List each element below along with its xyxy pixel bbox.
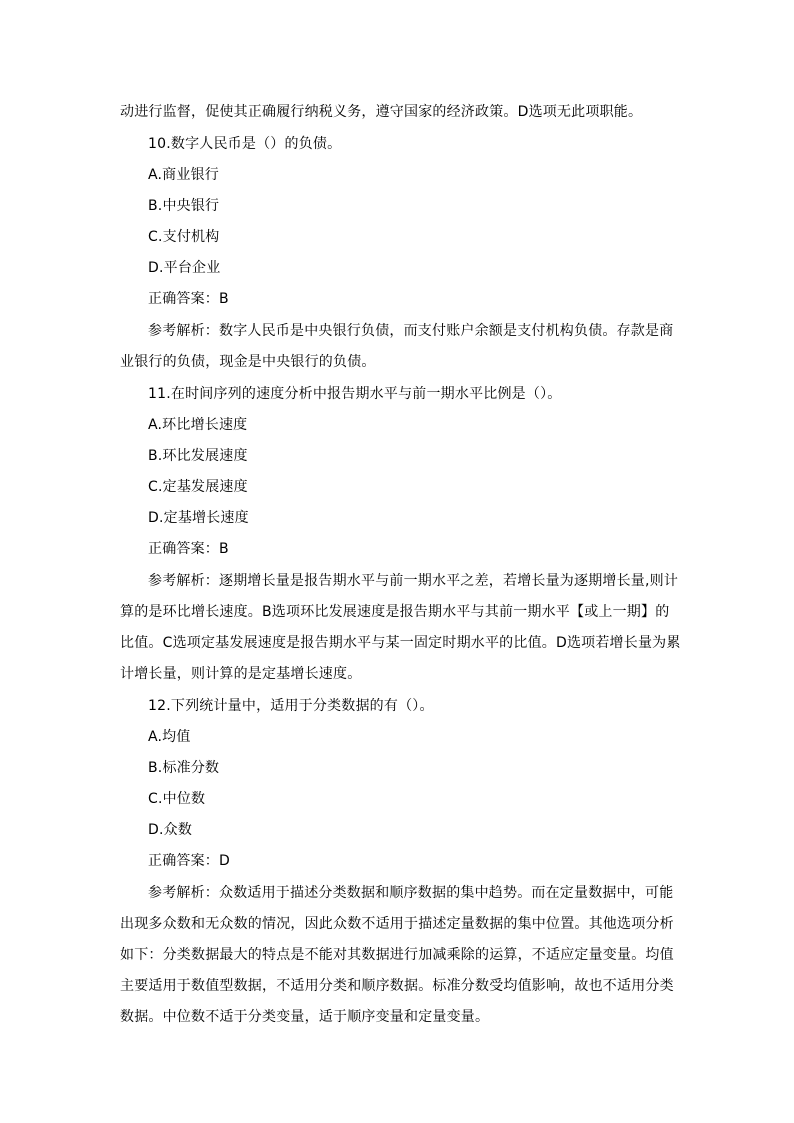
q11-analysis-line-2: 算的是环比增长速度。B选项环比发展速度是报告期水平与其前一期水平【或上一期】的 [120,604,670,620]
q12-option-c: C.中位数 [148,791,206,807]
q10-option-d: D.平台企业 [148,260,221,276]
q10-option-b: B.中央银行 [148,198,220,214]
q12-option-a: A.均值 [148,729,191,745]
q10-analysis-line-2: 业银行的负债，现金是中央银行的负债。 [120,354,376,370]
q12-analysis-line-3: 如下：分类数据最大的特点是不能对其数据进行加减乘除的运算，不适应定量变量。均值 [120,947,674,963]
q10-option-c: C.支付机构 [148,229,220,245]
q11-analysis-line-1: 参考解析：逐期增长量是报告期水平与前一期水平之差，若增长量为逐期增长量,则计 [148,573,679,589]
q10-answer: 正确答案：B [148,291,229,307]
q11-answer: 正确答案：B [148,541,229,557]
question-12: 12.下列统计量中，适用于分类数据的有（）。 [148,698,434,714]
q10-analysis-line-1: 参考解析：数字人民币是中央银行负债，而支付账户余额是支付机构负债。存款是商 [148,323,674,339]
q12-analysis-line-1: 参考解析：众数适用于描述分类数据和顺序数据的集中趋势。而在定量数据中，可能 [148,885,674,901]
q11-option-b: B.环比发展速度 [148,448,248,464]
q11-option-c: C.定基发展速度 [148,479,248,495]
intro-line: 动进行监督，促使其正确履行纳税义务，遵守国家的经济政策。D选项无此项职能。 [120,104,643,120]
q12-answer: 正确答案：D [148,853,230,869]
question-11: 11.在时间序列的速度分析中报告期水平与前一期水平比例是（）。 [148,386,562,402]
q11-analysis-line-3: 比值。C选项定基发展速度是报告期水平与某一固定时期水平的比值。D选项若增长量为累 [120,635,681,651]
q12-option-b: B.标准分数 [148,760,220,776]
question-10: 10.数字人民币是（）的负债。 [148,136,342,152]
q11-analysis-line-4: 计增长量，则计算的是定基增长速度。 [120,666,362,682]
q12-analysis-line-4: 主要适用于数值型数据，不适用分类和顺序数据。标准分数受均值影响，故也不适用分类 [120,978,674,994]
q11-option-d: D.定基增长速度 [148,510,249,526]
q12-option-d: D.众数 [148,822,193,838]
q12-analysis-line-5: 数据。中位数不适于分类变量，适于顺序变量和定量变量。 [120,1009,490,1025]
q11-option-a: A.环比增长速度 [148,417,248,433]
q10-option-a: A.商业银行 [148,167,219,183]
q12-analysis-line-2: 出现多众数和无众数的情况，因此众数不适用于描述定量数据的集中位置。其他选项分析 [120,916,674,932]
